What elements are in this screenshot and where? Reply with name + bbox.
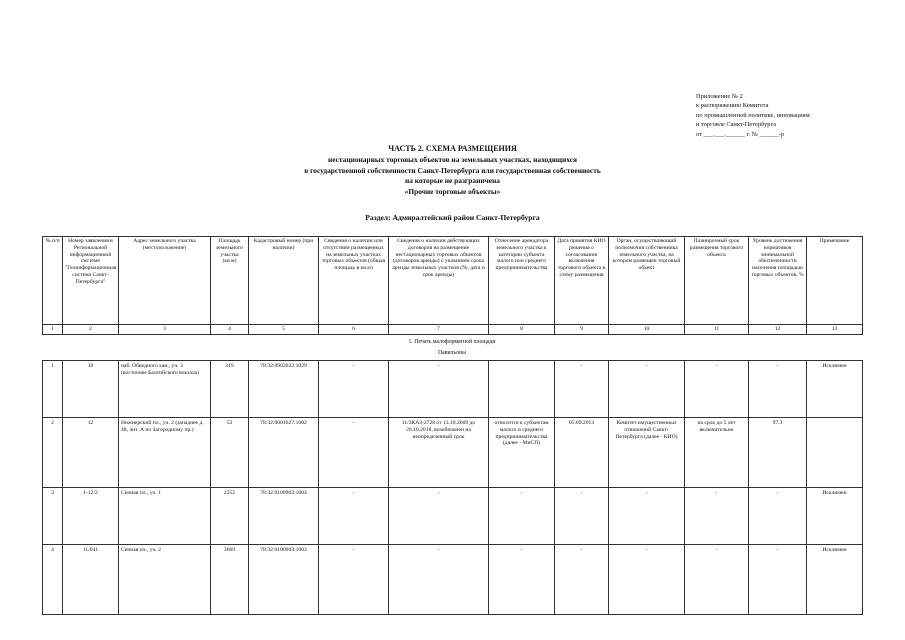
table-row bbox=[43, 488, 863, 545]
cell-contract: - bbox=[389, 545, 489, 615]
column-number: 12 bbox=[749, 325, 807, 335]
header-cell: Площадь земельного участка (кв.м) bbox=[211, 237, 249, 325]
appendix-line: Приложение № 2 bbox=[696, 93, 743, 100]
header-cell: Сведения о наличии или отсутствии размещенных на земельных участках торговых объектов (общая площадь в кв.м) bbox=[319, 237, 389, 325]
cell-note: Исключен bbox=[807, 361, 863, 418]
title-line: в государственной собственности Санкт-Петербурга или государственная собственность bbox=[304, 165, 601, 175]
header-cell: Уровень достижения нормативов минимальной обеспеченности населения площадью торговых объектов, % bbox=[749, 237, 807, 325]
header-cell: Кадастровый номер (при наличии) bbox=[249, 237, 319, 325]
cell-existing: - bbox=[319, 361, 389, 418]
cell-authority: - bbox=[609, 488, 685, 545]
category-line: 1. Печать малоформатной площади bbox=[408, 339, 496, 345]
cell-address: Сенная пл., уч. 2 bbox=[119, 545, 211, 615]
cell-contract: - bbox=[389, 488, 489, 545]
cell-smb: относится к субъектам малого и среднего предпринимательства (далее - МиСП) bbox=[489, 418, 555, 488]
cell-authority: - bbox=[609, 361, 685, 418]
section-heading: Раздел: Адмиралтейский район Санкт-Петербурга bbox=[365, 213, 540, 222]
cell-cadastre: 78:32:0902022:1029 bbox=[249, 361, 319, 418]
cell-no: 1 bbox=[43, 361, 63, 418]
header-cell: № п/п bbox=[43, 237, 63, 325]
column-number: 8 bbox=[489, 325, 555, 335]
column-number: 4 bbox=[211, 325, 249, 335]
cell-kio-date: 05.09.2013 bbox=[555, 418, 609, 488]
cell-existing: - bbox=[319, 545, 389, 615]
cell-authority: Комитет имущественных отношений Санкт-Петербурга (далее - КИО) bbox=[609, 418, 685, 488]
column-number: 1 bbox=[43, 325, 63, 335]
cell-cadastre: 78:32:0100903:1004 bbox=[249, 488, 319, 545]
cell-smb bbox=[489, 361, 555, 418]
cell-app: 12 bbox=[63, 418, 119, 488]
table-row bbox=[43, 418, 863, 488]
cell-existing: - bbox=[319, 418, 389, 488]
cell-cadastre: 78:32:0001627:1002 bbox=[249, 418, 319, 488]
cell-term: - bbox=[685, 545, 749, 615]
header-cell: Отнесение арендатора земельного участка к категории субъекта малого или среднего предпринимательства bbox=[489, 237, 555, 325]
document-title bbox=[0, 143, 905, 197]
cell-level: 97.3 bbox=[749, 418, 807, 488]
cell-area: 3669 bbox=[211, 545, 249, 615]
title-line: нестационарных торговых объектов на земельных участках, находящихся bbox=[328, 155, 577, 164]
cell-no: 2 bbox=[43, 418, 63, 488]
cell-no: 4 bbox=[43, 545, 63, 615]
cell-kio-date: - bbox=[555, 361, 609, 418]
cell-address: Нижнерский пл., уч. 2 (западнее д. 48, лит. А по Загородному пр.) bbox=[119, 418, 211, 488]
header-cell: Орган, осуществляющий полномочия собственника земельного участка, на котором размещен торговый объект bbox=[609, 237, 685, 325]
cell-address: наб. Обводного кан., уч. 3 (восточнее Балтийского вокзала) bbox=[119, 361, 211, 418]
cell-app: 10 bbox=[63, 361, 119, 418]
column-number: 11 bbox=[685, 325, 749, 335]
cell-existing: - bbox=[319, 488, 389, 545]
cell-cadastre: 78:32:0100903:1003 bbox=[249, 545, 319, 615]
column-number: 5 bbox=[249, 325, 319, 335]
cell-area: 2252 bbox=[211, 488, 249, 545]
cell-area: 53 bbox=[211, 418, 249, 488]
data-table bbox=[42, 360, 863, 615]
appendix-line: и торговле Санкт-Петербурга bbox=[696, 121, 776, 129]
header-cell: Планируемый срок размещения торгового объекта bbox=[685, 237, 749, 325]
subcategory-line: Павильоны bbox=[437, 350, 467, 356]
cell-kio-date: - bbox=[555, 545, 609, 615]
table-row bbox=[43, 545, 863, 615]
cell-app: 1-12/2 bbox=[63, 488, 119, 545]
column-number: 10 bbox=[609, 325, 685, 335]
header-cell: Адрес земельного участка (местоположение) bbox=[119, 237, 211, 325]
cell-level: - bbox=[749, 361, 807, 418]
cell-kio-date: - bbox=[555, 488, 609, 545]
header-table bbox=[42, 236, 863, 335]
title-line: «Прочие торговые объекты» bbox=[404, 186, 501, 196]
cell-app: 11/041 bbox=[63, 545, 119, 615]
column-number: 6 bbox=[319, 325, 389, 335]
cell-contract: - bbox=[389, 361, 489, 418]
column-number: 2 bbox=[63, 325, 119, 335]
appendix-line: к распоряжению Комитета bbox=[696, 102, 769, 110]
column-number: 9 bbox=[555, 325, 609, 335]
cell-level: - bbox=[749, 488, 807, 545]
cell-note bbox=[807, 418, 863, 488]
cell-address: Сенная пл., уч. 1 bbox=[119, 488, 211, 545]
cell-term: - bbox=[685, 361, 749, 418]
column-number: 13 bbox=[807, 325, 863, 335]
cell-authority: - bbox=[609, 545, 685, 615]
header-cell: Дата принятия КИО решения о согласовании включения торгового объекта в схему размещения bbox=[555, 237, 609, 325]
cell-area: 319 bbox=[211, 361, 249, 418]
cell-note: Исключен bbox=[807, 545, 863, 615]
cell-term: на срок до 5 лет включительно bbox=[685, 418, 749, 488]
header-cell: Примечание bbox=[807, 237, 863, 325]
cell-level: - bbox=[749, 545, 807, 615]
appendix-line: по промышленной политике, инновациям bbox=[696, 111, 810, 119]
title-main: ЧАСТЬ 2. СХЕМА РАЗМЕЩЕНИЯ bbox=[388, 144, 517, 153]
column-number: 3 bbox=[119, 325, 211, 335]
title-line: на которые не разграничена bbox=[404, 176, 501, 185]
cell-smb: - bbox=[489, 545, 555, 615]
cell-note: Исключен bbox=[807, 488, 863, 545]
header-cell: Номер заявления в Региональной информационной системе "Геоинформационная система Санкт-Петербурга" bbox=[63, 237, 119, 325]
table-row bbox=[43, 361, 863, 418]
header-cell: Сведения о наличии действующих договоров на размещение нестационарных торговых объектов (договоров аренды) с указанием срока аренды земельных участков (№, дата и срок аренды) bbox=[389, 237, 489, 325]
cell-term: - bbox=[685, 488, 749, 545]
cell-no: 3 bbox=[43, 488, 63, 545]
appendix-block bbox=[696, 92, 886, 139]
column-number: 7 bbox=[389, 325, 489, 335]
appendix-line: от ___.___.______ г. № ______-р bbox=[696, 130, 784, 138]
cell-smb: - bbox=[489, 488, 555, 545]
cell-contract: 11/ЗКАЗ-2728 от 13.10.2009 до 28.10.2018, возобновлен на неопределенный срок bbox=[389, 418, 489, 488]
